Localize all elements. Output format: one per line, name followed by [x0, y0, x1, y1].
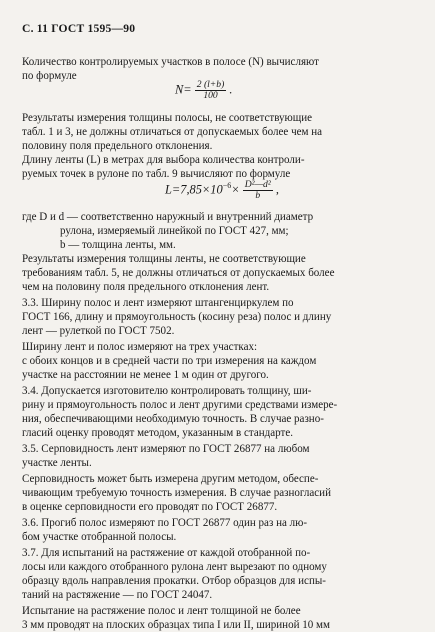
text-line: участке на расстоянии не менее 1 м один от другого. [22, 368, 269, 381]
text-line: бом участке отобранной полосы. [22, 530, 177, 543]
text-line: 3.3. Ширину полос и лент измеряют штангенциркулем по [22, 296, 294, 309]
text-line: 3.7. Для испытаний на растяжение от каждой отобранной по- [22, 546, 311, 559]
text-line: требованиям табл. 5, не должны отличаться от допускаемых более [22, 266, 335, 279]
text-line: Серповидность может быть измерена другим методом, обеспе- [22, 472, 319, 485]
formula-n [175, 80, 233, 101]
formula-l-denominator: b [255, 190, 261, 201]
text-line: 3 мм проводят на плоских образцах типа I или II, шириной 10 мм [22, 618, 331, 631]
text-line: половину поля предельного отклонения. [22, 139, 213, 152]
formula-l-fraction [243, 180, 273, 201]
text-line: чем на половину поля предельного отклонения лент. [22, 280, 270, 293]
text-line: 3.5. Серповидность лент измеряют по ГОСТ 26877 на любом [22, 442, 310, 455]
text-line: Ширину лент и полос измеряют на трех участках: [22, 340, 258, 353]
text-line: Результаты измерения толщины ленты, не соответствующие [22, 252, 306, 265]
text-line: рулона, измеряемый линейкой по ГОСТ 427, мм; [60, 224, 289, 237]
text-line: лосы или каждого отобранного рулона лент вырезают по одному [22, 560, 327, 573]
formula-l-exponent: −6 [222, 181, 232, 191]
formula-n-denominator: 100 [203, 90, 218, 101]
text-line: Количество контролируемых участков в полосе (N) вычисляют [22, 55, 319, 68]
text-line: 3.4. Допускается изготовителю контролировать толщину, ши- [22, 384, 312, 397]
text-line: ГОСТ 166, длину и прямоугольность (косину реза) полос и длину [22, 310, 332, 323]
formula-n-lhs: N= [175, 82, 192, 97]
page-header: С. 11 ГОСТ 1595—90 [22, 22, 136, 35]
formula-n-tail: . [229, 82, 233, 97]
text-line: 3.6. Прогиб полос измеряют по ГОСТ 26877 один раз на лю- [22, 516, 308, 529]
formula-l-tail: , [275, 182, 279, 197]
text-line: табл. 1 и 3, не должны отличаться от допускаемых более чем на [22, 125, 323, 138]
text-line: участке ленты. [22, 456, 92, 469]
text-line: b — толщина ленты, мм. [60, 238, 176, 251]
text-line: гласий оценку проводят методом, указанным в стандарте. [22, 426, 294, 439]
formula-n-numerator: 2 (l+b) [196, 79, 225, 90]
formula-l-numerator: D²—d² [244, 179, 271, 190]
text-line: ния, обеспечивающими необходимую точность. В случае разно- [22, 412, 324, 425]
formula-l [165, 180, 279, 201]
text-line: Длину ленты (L) в метрах для выбора количества контроли- [22, 153, 305, 166]
text-line: по формуле [22, 69, 77, 82]
text-line: рину и прямоугольность полос и лент другими средствами измере- [22, 398, 338, 411]
text-line: лент — рулеткой по ГОСТ 7502. [22, 324, 175, 337]
text-line: с обоих концов и в средней части по три измерения на каждом [22, 354, 317, 367]
formula-n-fraction [195, 80, 227, 101]
text-line: Испытание на растяжение полос и лент толщиной не более [22, 604, 301, 617]
text-line: таний на растяжение — по ГОСТ 24047. [22, 588, 213, 601]
text-line: чивающим требуемую точность измерения. В случае разногласий [22, 486, 331, 499]
text-line: руемых точек в рулоне по табл. 9 вычисляют по формуле [22, 167, 291, 180]
text-line: где D и d — соответственно наружный и внутренний диаметр [22, 210, 314, 223]
text-line: в оценке серповидности его проводят по ГОСТ 26877. [22, 500, 278, 513]
text-line: образцу вдоль направления прокатки. Отбор образцов для испы- [22, 574, 326, 587]
formula-l-mid: × [231, 182, 240, 197]
formula-l-lhs: L=7,85×10 [165, 182, 223, 197]
text-line: Результаты измерения толщины полосы, не соответствующие [22, 111, 313, 124]
